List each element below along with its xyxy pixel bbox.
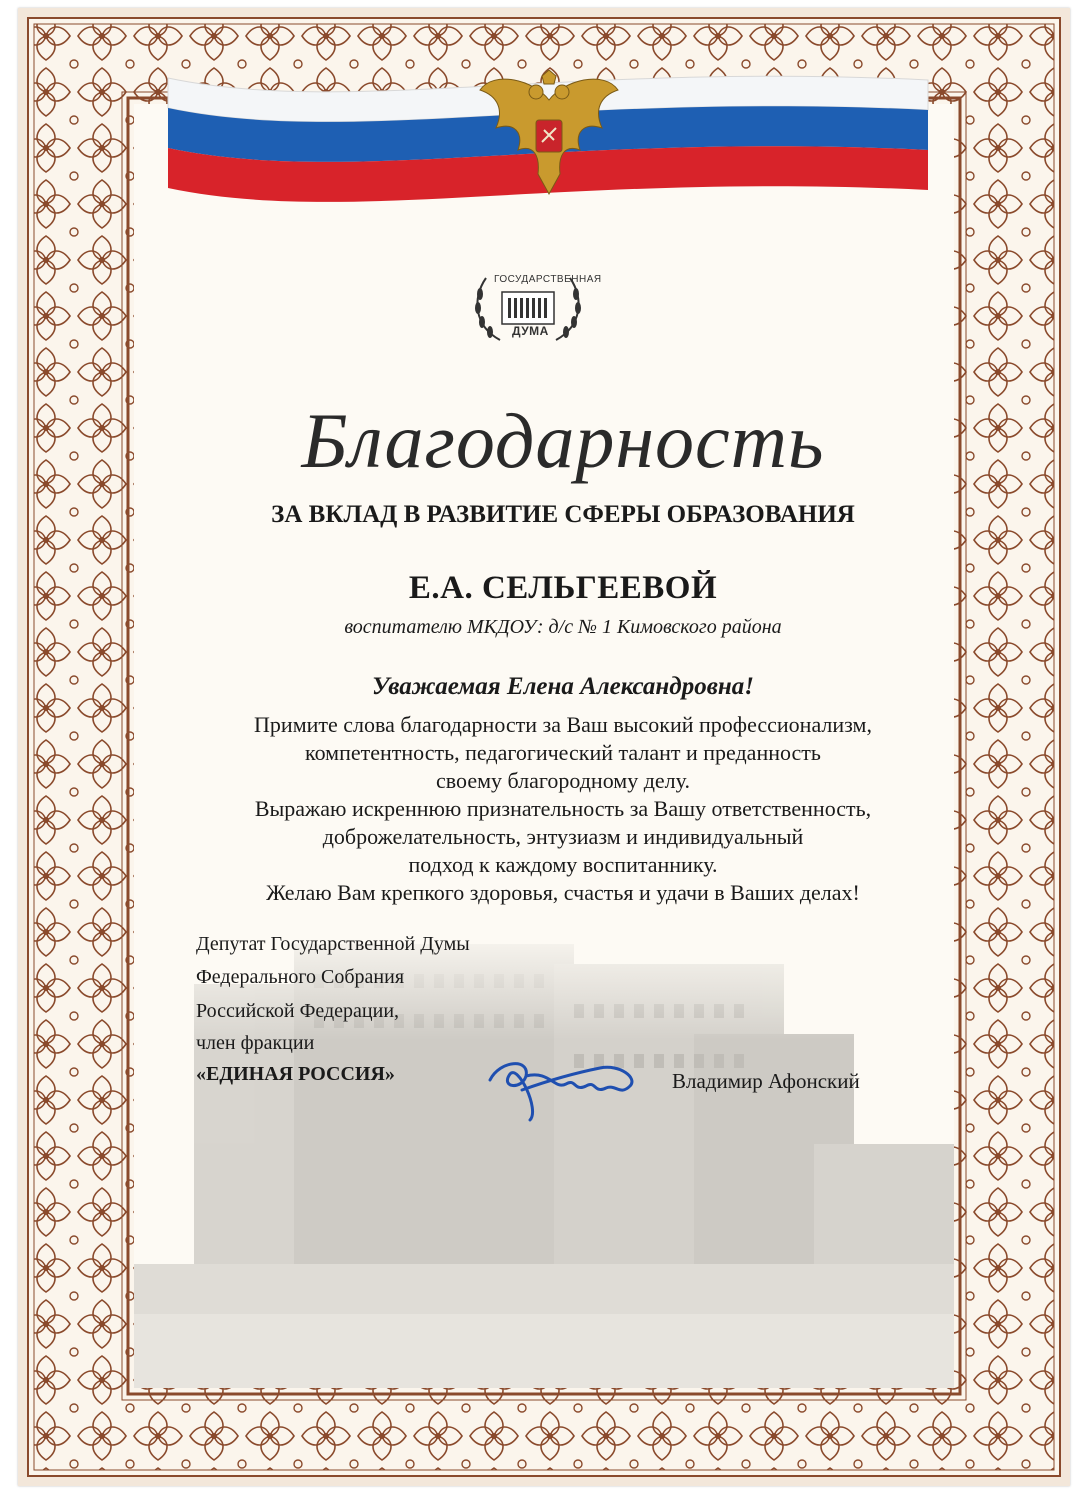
- signature-title-line: Депутат Государственной Думы: [196, 933, 470, 955]
- greeting-line: Уважаемая Елена Александровна!: [372, 673, 754, 700]
- recipient-name: Е.А. СЕЛЬГЕЕВОЙ: [408, 570, 718, 606]
- signature-title-line: Федерального Собрания: [196, 966, 405, 988]
- coat-of-arms-eagle-icon: [474, 70, 624, 210]
- party-name: «ЕДИНАЯ РОССИЯ»: [196, 1063, 395, 1085]
- body-line: своему благородному делу.: [436, 768, 690, 793]
- handwritten-signature: [470, 1040, 650, 1130]
- certificate-title: Благодарность: [301, 397, 825, 484]
- signature-title-line: Российской Федерации,: [196, 1000, 400, 1022]
- body-line: компетентность, педагогический талант и преданность: [305, 740, 821, 765]
- recipient-position: воспитателю МКДОУ: д/с № 1 Кимовского района: [344, 616, 782, 638]
- body-line: Желаю Вам крепкого здоровья, счастья и удачи в Ваших делах!: [266, 880, 860, 905]
- body-line: подход к каждому воспитаннику.: [408, 852, 718, 877]
- duma-logo-bottom-text: ДУМА: [512, 324, 549, 338]
- signature-title-line: член фракции: [196, 1032, 315, 1054]
- duma-logo-top-text: ГОСУДАРСТВЕННАЯ: [494, 274, 602, 285]
- body-line: Выражаю искреннюю признательность за Вашу ответственность,: [254, 796, 872, 821]
- signer-name: Владимир Афонский: [672, 1069, 860, 1093]
- certificate-subtitle: ЗА ВКЛАД В РАЗВИТИЕ СФЕРЫ ОБРАЗОВАНИЯ: [271, 501, 855, 528]
- state-duma-logo: [468, 268, 602, 353]
- body-line: Примите слова благодарности за Ваш высокий профессионализм,: [254, 712, 872, 737]
- body-line: доброжелательность, энтузиазм и индивидуальный: [322, 824, 804, 849]
- certificate-sheet: [18, 8, 1070, 1486]
